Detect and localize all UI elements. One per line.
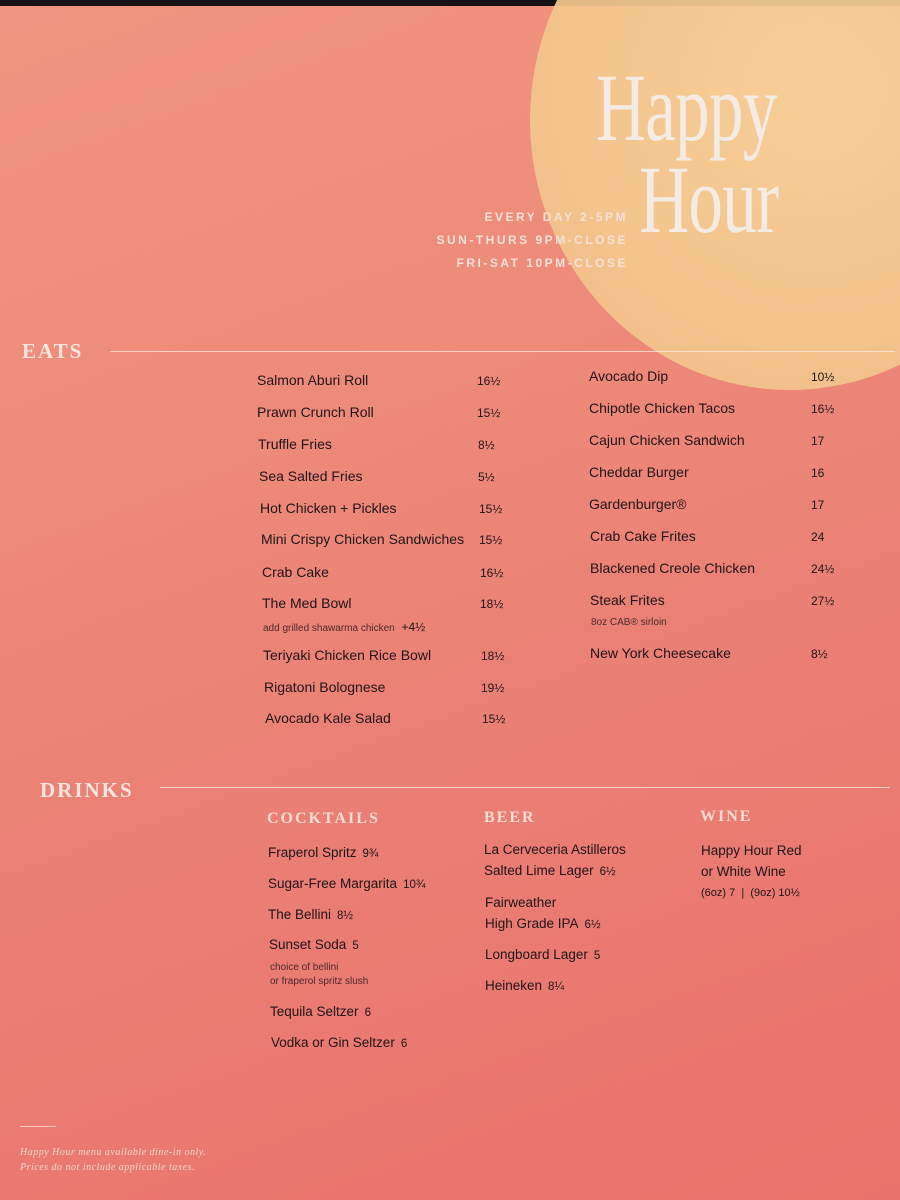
menu-item-name: Sea Salted Fries <box>259 468 363 484</box>
menu-item-name: Blackened Creole Chicken <box>590 560 755 576</box>
menu-item-name: Avocado Dip <box>589 368 669 384</box>
drink-item <box>485 892 601 936</box>
hours-line: EVERY DAY 2-5PM <box>484 210 628 224</box>
menu-item-price: 15½ <box>479 533 503 547</box>
drink-price: 6½ <box>584 919 601 931</box>
drink-item <box>268 873 425 896</box>
menu-item-price: 17 <box>811 434 825 448</box>
drink-name-line: Happy Hour Red <box>701 843 802 858</box>
menu-item-price: 16½ <box>811 402 835 416</box>
beer-heading: BEER <box>484 809 536 826</box>
menu-item-name: Cajun Chicken Sandwich <box>589 432 745 448</box>
menu-item-price: 10½ <box>811 370 835 384</box>
title-line-hour: Hour <box>639 146 779 253</box>
drink-name: The Bellini <box>268 907 332 922</box>
menu-item-price: 18½ <box>481 649 505 663</box>
footer-divider <box>20 1126 56 1127</box>
menu-item-price: 24 <box>811 530 825 544</box>
wine-sizes-prices: (6oz) 7 | (9oz) 10½ <box>701 887 800 899</box>
menu-item-name: Hot Chicken + Pickles <box>260 500 397 516</box>
cocktails-heading: COCKTAILS <box>267 810 380 827</box>
drink-note <box>270 961 368 989</box>
menu-item-price: 16½ <box>480 566 504 580</box>
drink-name-line: High Grade IPA <box>485 916 579 931</box>
drink-name: Heineken <box>485 978 543 993</box>
drink-price: 9¾ <box>362 848 379 860</box>
title-line-happy: Happy <box>596 54 777 161</box>
drinks-heading: DRINKS <box>40 778 134 802</box>
drink-item <box>270 1001 371 1024</box>
menu-item-name: Teriyaki Chicken Rice Bowl <box>263 647 432 663</box>
eats-heading: EATS <box>22 339 84 363</box>
hours-line: SUN-THURS 9PM-CLOSE <box>436 233 628 247</box>
menu-item-name: Truffle Fries <box>258 436 332 452</box>
menu-item-note: 8oz CAB® sirloin <box>591 617 667 628</box>
drinks-divider <box>160 787 890 788</box>
addon-price: +4½ <box>401 620 426 634</box>
hours-line: FRI-SAT 10PM-CLOSE <box>456 256 628 270</box>
drink-name-line: La Cerveceria Astilleros <box>484 842 626 857</box>
menu-item-name: Mini Crispy Chicken Sandwiches <box>261 531 465 547</box>
menu-item-name: Rigatoni Bolognese <box>264 679 386 695</box>
menu-item-addon <box>263 620 425 634</box>
drink-name-line: Fairweather <box>485 895 557 910</box>
drink-note-line: or fraperol spritz slush <box>270 976 369 987</box>
menu-item-name: Chipotle Chicken Tacos <box>589 400 736 416</box>
drink-price: 8¼ <box>548 981 565 993</box>
menu-item-price: 15½ <box>479 502 503 516</box>
menu-item-price: 27½ <box>811 594 835 608</box>
menu-item-price: 15½ <box>477 406 501 420</box>
drink-item <box>268 842 379 865</box>
drink-item <box>269 934 359 957</box>
drink-name-line: or White Wine <box>701 864 786 879</box>
drink-item <box>485 944 600 967</box>
menu-item-price: 15½ <box>482 712 506 726</box>
menu-item-name: Crab Cake Frites <box>590 528 696 544</box>
drink-item <box>701 840 802 882</box>
drink-price: 8½ <box>337 910 354 922</box>
drink-item <box>485 975 564 998</box>
happy-hour-times <box>436 206 628 275</box>
menu-item-name: Avocado Kale Salad <box>265 710 391 726</box>
menu-item-price: 8½ <box>478 438 495 452</box>
drink-item <box>271 1032 407 1055</box>
footer-line: Happy Hour menu available dine-in only. <box>20 1147 207 1158</box>
menu-item-price: 24½ <box>811 562 835 576</box>
drink-name: Longboard Lager <box>485 947 588 962</box>
menu-item-name: Steak Frites <box>590 592 665 608</box>
menu-item-name: Cheddar Burger <box>589 464 689 480</box>
drink-name: Sunset Soda <box>269 937 347 952</box>
menu-item-name: Gardenburger® <box>589 496 687 512</box>
drink-name: Fraperol Spritz <box>268 845 357 860</box>
wine-heading: WINE <box>700 808 753 825</box>
menu-item-name: The Med Bowl <box>262 595 352 611</box>
drink-price: 10¾ <box>403 879 426 891</box>
menu-item-price: 16 <box>811 466 825 480</box>
drink-price: 5 <box>593 950 601 962</box>
menu-item-price: 5½ <box>478 470 495 484</box>
menu-item-name: Prawn Crunch Roll <box>257 404 374 420</box>
drink-name: Vodka or Gin Seltzer <box>271 1035 395 1050</box>
drink-item <box>268 904 353 927</box>
eats-divider <box>110 351 895 352</box>
menu-item-price: 18½ <box>480 597 504 611</box>
menu-item-price: 19½ <box>481 681 505 695</box>
drink-note-line: choice of bellini <box>270 962 339 973</box>
menu-item-price: 8½ <box>811 647 828 661</box>
drink-price: 5 <box>352 940 359 952</box>
addon-text: add grilled shawarma chicken <box>263 623 395 634</box>
drink-name: Sugar-Free Margarita <box>268 876 398 891</box>
menu-item-price: 16½ <box>477 374 501 388</box>
menu-item-name: Salmon Aburi Roll <box>257 372 369 388</box>
drink-price: 6 <box>400 1038 408 1050</box>
menu-item-price: 17 <box>811 498 825 512</box>
drink-name-line: Salted Lime Lager <box>484 863 594 878</box>
footer-line: Prices do not include applicable taxes. <box>20 1162 196 1173</box>
footer-note <box>20 1145 206 1175</box>
drink-price: 6½ <box>599 866 616 878</box>
menu-item-name: Crab Cake <box>262 564 329 580</box>
drink-price: 6 <box>364 1007 371 1019</box>
menu-item-name: New York Cheesecake <box>590 645 731 661</box>
drink-name: Tequila Seltzer <box>270 1004 359 1019</box>
drink-item <box>484 839 626 883</box>
